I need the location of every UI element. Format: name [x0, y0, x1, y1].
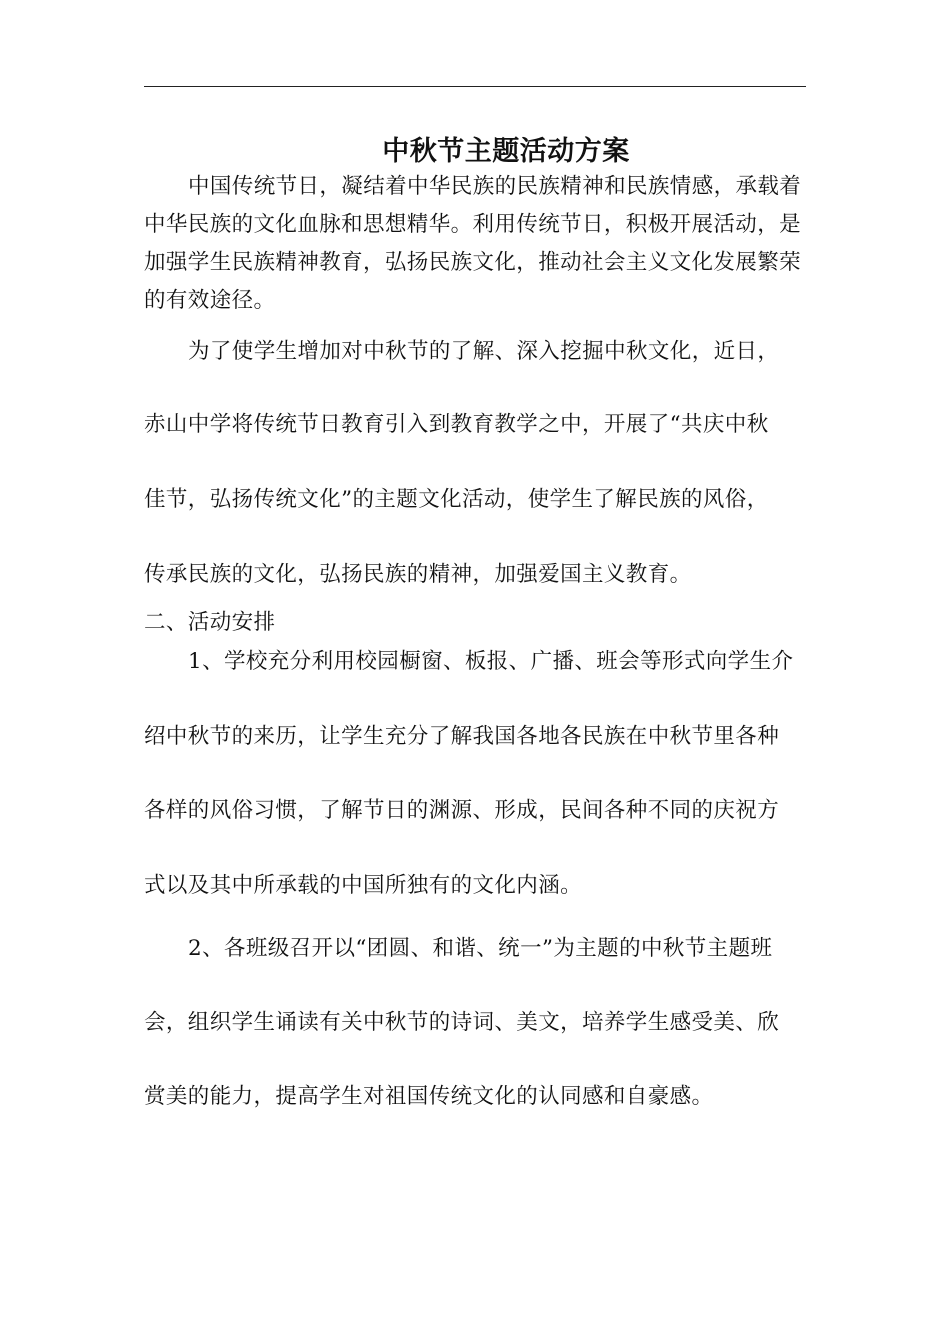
- paragraph-line: 中国传统节日，凝结着中华民族的民族精神和民族情感，承载着: [188, 174, 802, 199]
- paragraph-line: 1、学校充分利用校园橱窗、板报、广播、班会等形式向学生介: [188, 649, 794, 674]
- paragraph-line: 会，组织学生诵读有关中秋节的诗词、美文，培养学生感受美、欣: [144, 1010, 780, 1035]
- paragraph-line: 加强学生民族精神教育，弘扬民族文化，推动社会主义文化发展繁荣: [144, 250, 802, 275]
- section-heading: 二、活动安排: [144, 610, 276, 635]
- document-title: 中秋节主题活动方案: [382, 136, 630, 167]
- paragraph-line: 佳节，弘扬传统文化”的主题文化活动，使学生了解民族的风俗，: [144, 487, 769, 512]
- paragraph-line: 赏美的能力，提高学生对祖国传统文化的认同感和自豪感。: [144, 1084, 714, 1109]
- paragraph-line: 式以及其中所承载的中国所独有的文化内涵。: [144, 873, 583, 898]
- paragraph-line: 的有效途径。: [144, 288, 276, 313]
- paragraph-line: 赤山中学将传统节日教育引入到教育教学之中，开展了“共庆中秋: [144, 412, 769, 437]
- paragraph-line: 各样的风俗习惯，了解节日的渊源、形成，民间各种不同的庆祝方: [144, 798, 780, 823]
- paragraph-line: 中华民族的文化血脉和思想精华。利用传统节日，积极开展活动，是: [144, 212, 802, 237]
- paragraph-line: 为了使学生增加对中秋节的了解、深入挖掘中秋文化，近日，: [188, 339, 780, 364]
- paragraph-line: 2、各班级召开以“团圆、和谐、统一”为主题的中秋节主题班: [188, 936, 773, 961]
- header-rule: [144, 86, 806, 87]
- paragraph-line: 传承民族的文化，弘扬民族的精神，加强爱国主义教育。: [144, 562, 692, 587]
- paragraph-line: 绍中秋节的来历，让学生充分了解我国各地各民族在中秋节里各种: [144, 724, 780, 749]
